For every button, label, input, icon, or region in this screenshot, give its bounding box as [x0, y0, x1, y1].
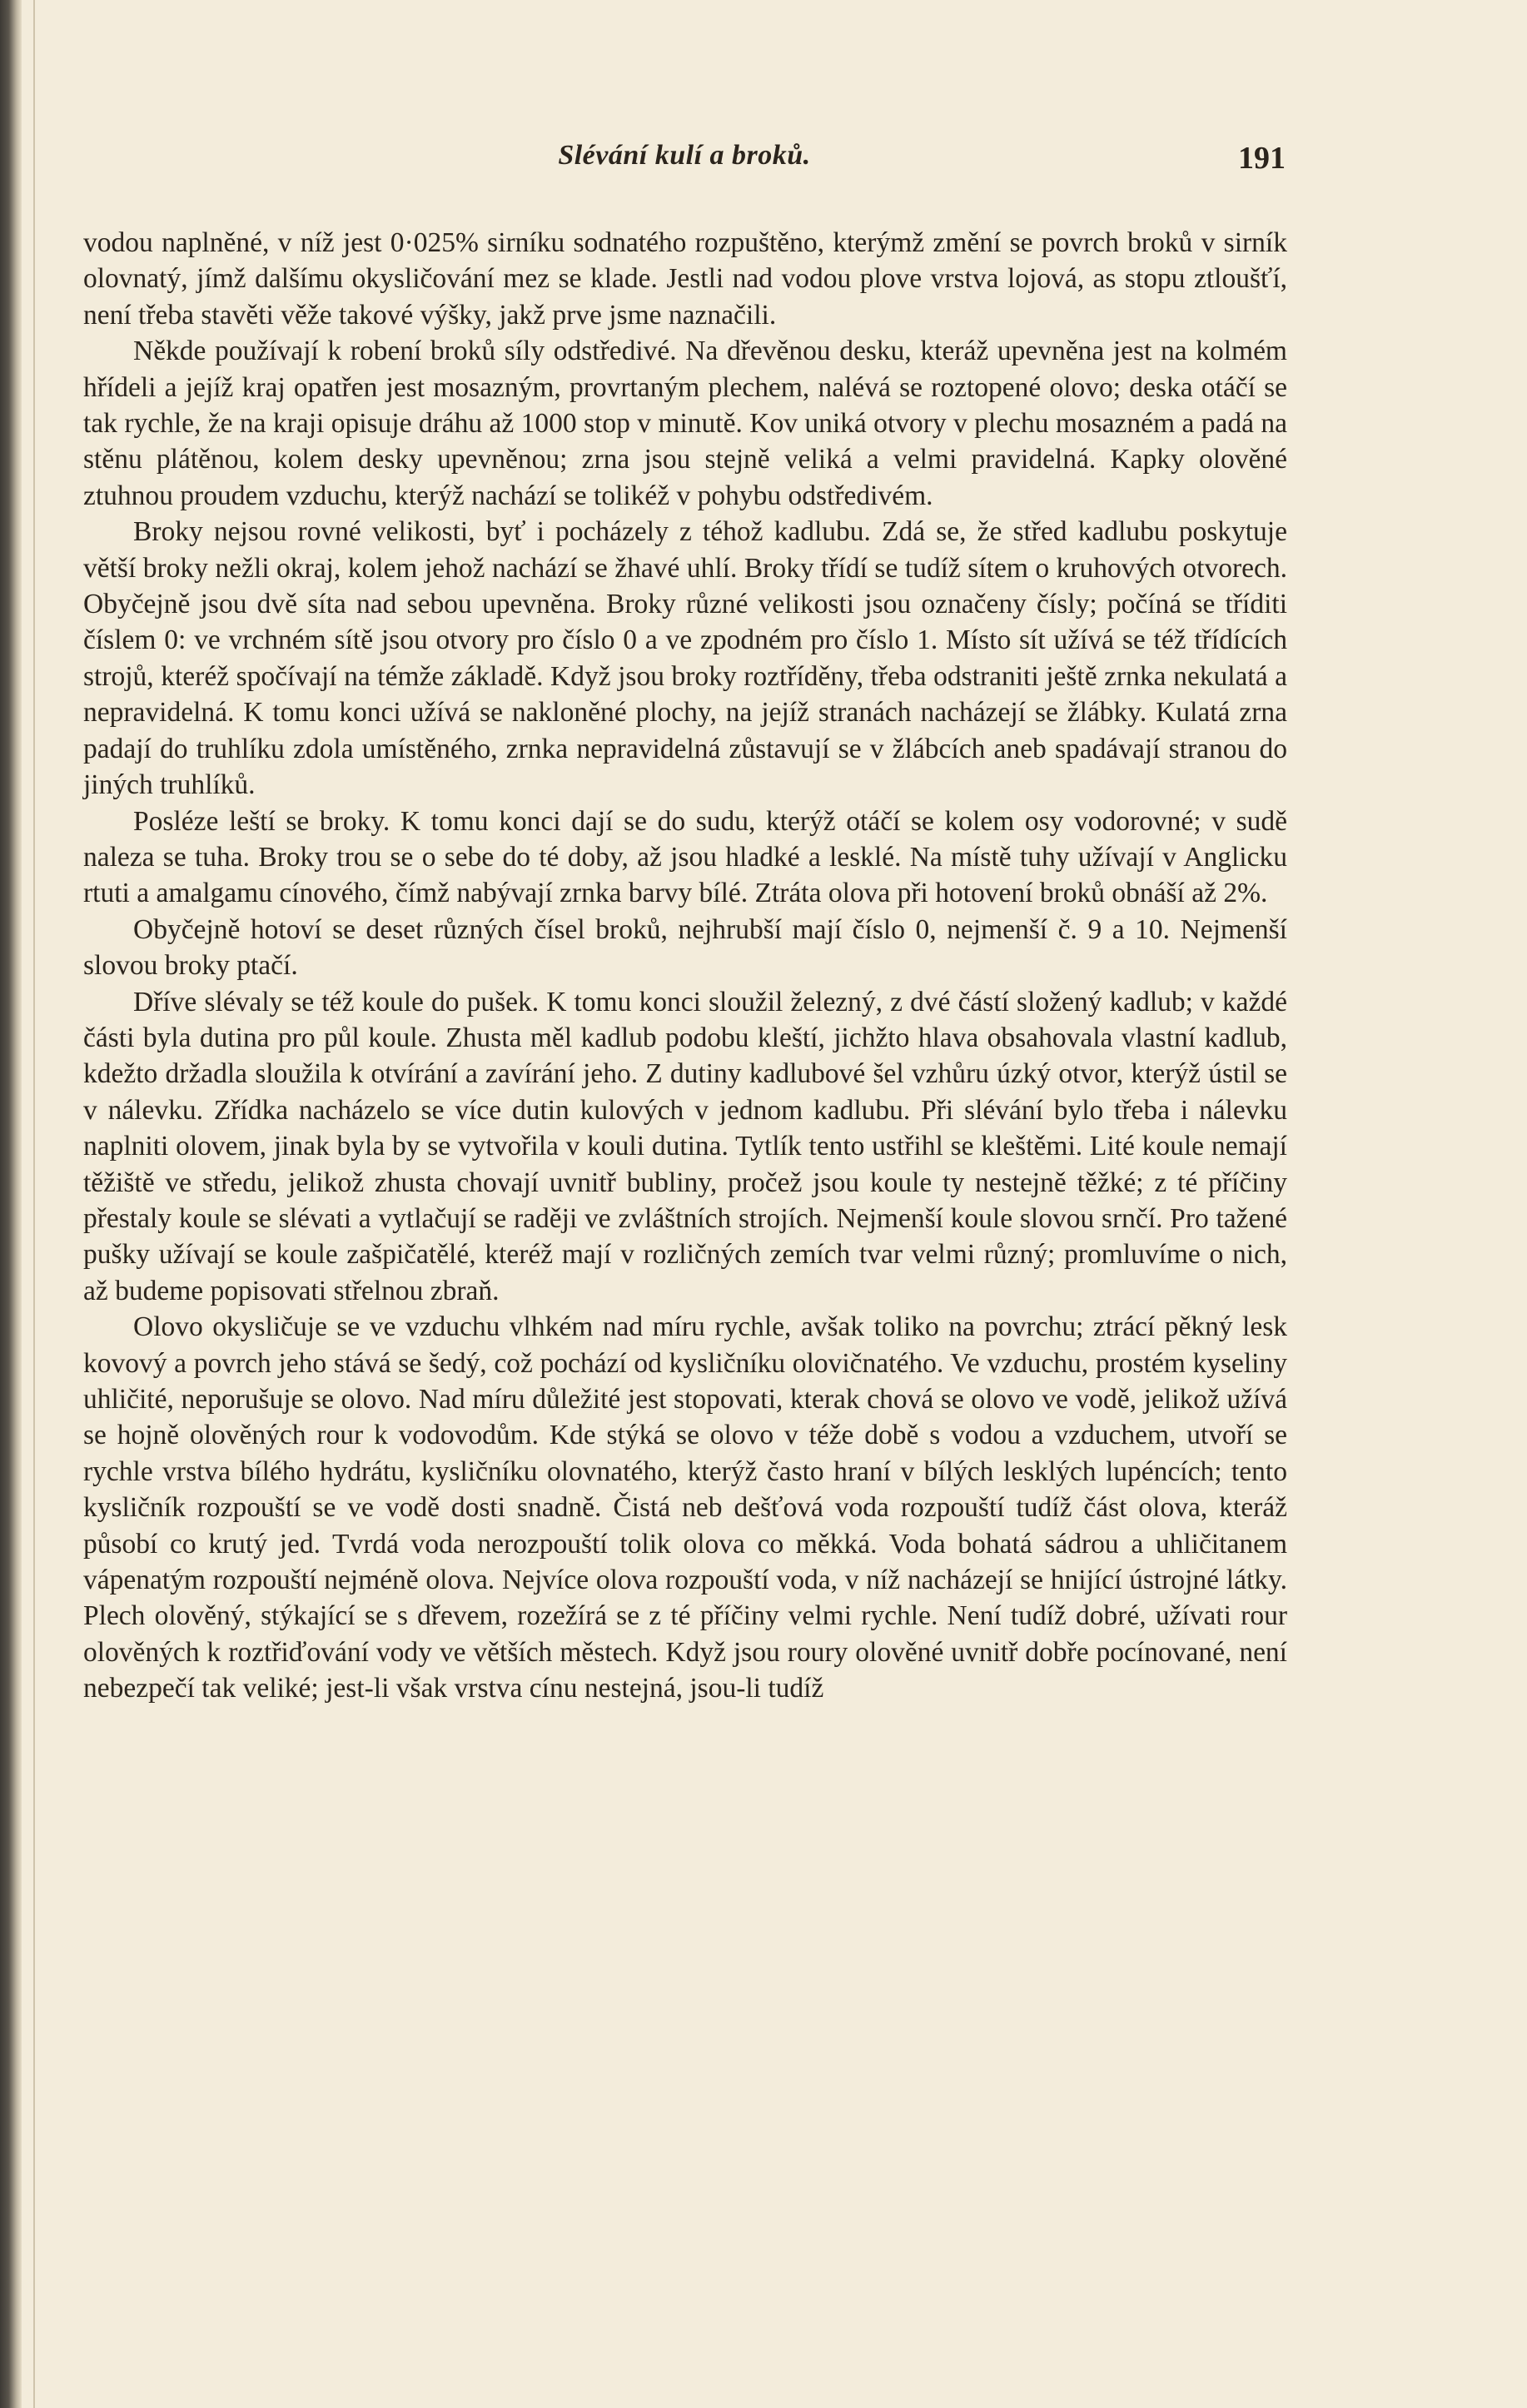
paragraph-polishing-shot: Posléze leští se broky. K tomu konci dají se do sudu, kterýž otáčí se kolem osy vodorovné; v sudě naleza se tuha. Broky trou se o sebe do té doby, až jsou hladké a lesklé. Na místě tuhy užívají v Anglicku rtuti a amalgamu cínového, čímž nabývají zrnka barvy bílé. Ztráta olova při hotovení broků obnáší až 2%.: [83, 805, 1287, 909]
paragraph-sorting-shot: Broky nejsou rovné velikosti, byť i pocházely z téhož kadlubu. Zdá se, že střed kadlubu poskytuje větší broky nežli okraj, kolem jehož nachází se žhavé uhlí. Broky třídí se tudíž sítem o kruhových otvorech. Obyčejně jsou dvě síta nad sebou upevněna. Broky různé velikosti jsou označeny čísly; počíná se tříditi číslem 0: ve vrchném sítě jsou otvory pro číslo 0 a ve zpodném pro číslo 1. Místo sít užívá se též třídících strojů, kteréž spočívají na témže základě. Když jsou broky roztříděny, třeba odstraniti ještě zrnka nekulatá a nepravidelná. K tomu konci užívá se nakloněné plochy, na jejíž stranách nacházejí se žlábky. Kulatá zrna padají do truhlíku zdola umístěného, zrnka nepravidelná zůstavují se v žlábcích aneb spadávají stranou do jiných truhlíků.: [83, 516, 1287, 801]
paragraph-shot-numbers: Obyčejně hotoví se deset různých čísel broků, nejhrubší mají číslo 0, nejmenší č. 9 a 10. Nejmenší slovou broky ptačí.: [83, 913, 1287, 982]
paragraph-centrifugal-shot: Někde používají k robení broků síly odstředivé. Na dřevěnou desku, kteráž upevněna jest na kolmém hřídeli a jejíž kraj opatřen jest mosazným, provrtaným plechem, nalévá se roztopené olovo; deska otáčí se tak rychle, že na kraji opisuje dráhu až 1000 stop v minutě. Kov uniká otvory v plechu mosazném a padá na stěnu plátěnou, kolem desky upevněnou; zrna jsou stejně veliká a velmi pravidelná. Kapky olověné ztuhnou proudem vzduchu, kterýž nachází se tolikéž v pohybu odstředivém.: [83, 336, 1287, 511]
page-header: [83, 140, 1286, 182]
paragraph-lead-oxidation: Olovo okysličuje se ve vzduchu vlhkém nad míru rychle, avšak toliko na povrchu; ztrácí pěkný lesk kovový a povrch jeho stává se šedý, což pochází od kysličníku olovičnatého. Ve vzduchu, prostém kyseliny uhličité, neporušuje se olovo. Nad míru důležité jest stopovati, kterak chová se olovo ve vodě, jelikož užívá se hojně olověných rour k vodovodům. Kde stýká se olovo v téže době s vodou a vzduchem, utvoří se rychle vrstva bílého hydrátu, kysličníku olovnatého, kterýž často hraní v bílých lesklých lupéncích; tento kysličník rozpouští se ve vodě dosti snadně. Čistá neb dešťová voda rozpouští tudíž část olova, kteráž působí co krutý jed. Tvrdá voda nerozpouští tolik olova co měkká. Voda bohatá sádrou a uhličitanem vápenatým rozpouští nejméně olova. Nejvíce olova rozpouští voda, v níž nacházejí se hnijící ústrojné látky. Plech olověný, stýkající se s dřevem, rozežírá se z té příčiny velmi rychle. Není tudíž dobré, užívati rour olověných k roztřiďování vody ve větších městech. Když jsou roury olověné uvnitř dobře pocínované, není nebezpečí tak veliké; jest-li však vrstva cínu nestejná, jsou-li tudíž: [83, 1311, 1287, 1704]
paragraph-continuation: vodou naplněné, v níž jest 0·025% sirníku sodnatého rozpuštěno, kterýmž změní se povrch broků v sirník olovnatý, jímž dalšímu okysličování mez se klade. Jestli nad vodou plove vrstva lojová, as stopu ztloušťí, není třeba stavěti věže takové výšky, jakž prve jsme naznačili.: [83, 227, 1287, 331]
body-text: [83, 225, 1287, 1707]
running-title: Slévání kulí a broků.: [558, 140, 811, 171]
paragraph-casting-bullets: Dříve slévaly se též koule do pušek. K tomu konci sloužil železný, z dvé částí složený kadlub; v každé části byla dutina pro půl koule. Zhusta měl kadlub podobu kleští, jichžto hlava obsahovala vlastní kadlub, kdežto držadla sloužila k otvírání a zavírání jeho. Z dutiny kadlubové šel vzhůru úzký otvor, kterýž ústil se v nálevku. Zřídka nacházelo se více dutin kulových v jednom kadlubu. Při slévání bylo třeba i nálevku naplniti olovem, jinak byla by se vytvořila v kouli dutina. Tytlík tento ustřihl se kleštěmi. Lité koule nemají těžiště ve středu, jelikož zhusta chovají uvnitř bubliny, pročež jsou koule ty nestejně těžké; z té příčiny přestaly koule se slévati a vytlačují se raději ve zvláštních strojích. Nejmenší koule slovou srnčí. Pro tažené pušky užívají se koule zašpičatělé, kteréž mají v rozličných zemích tvar velmi různý; promluvíme o nich, až budeme popisovati střelnou zbraň.: [83, 986, 1287, 1306]
page-number: 191: [1238, 141, 1286, 176]
book-spine-edge: [0, 0, 22, 2408]
page-gutter-line: [33, 0, 35, 2408]
